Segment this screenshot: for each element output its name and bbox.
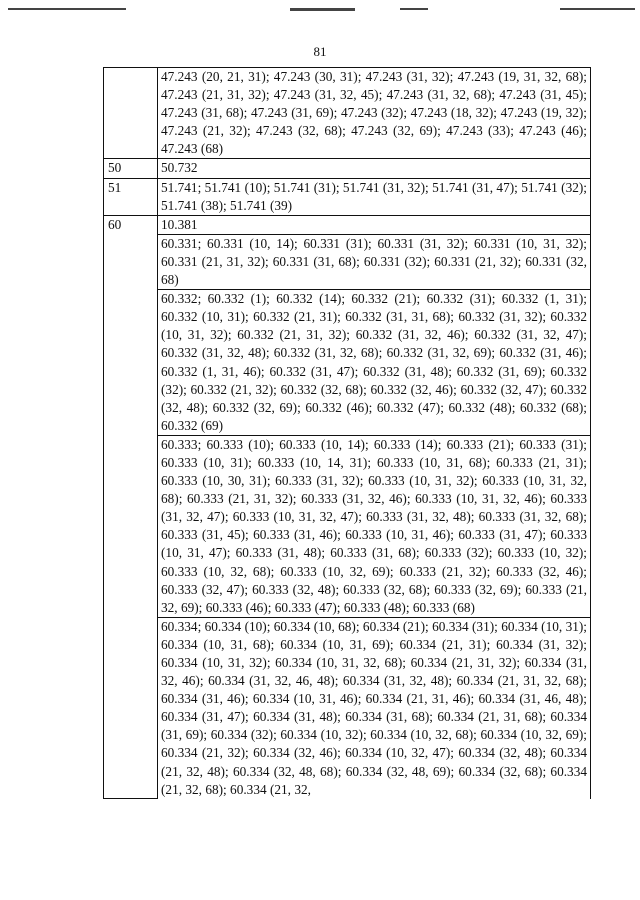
scan-mark-right (560, 8, 635, 10)
table-row (104, 159, 591, 178)
entry-cell: 50.732 (158, 159, 591, 178)
code-cell: 50 (104, 159, 158, 178)
entry-cell: 60.331; 60.331 (10, 14); 60.331 (31); 60.331 (31, 32); 60.331 (10, 31, 32); 60.331 (21, 31, 32); 60.331 (31, 68); 60.331 (32); 60.331 (21, 32); 60.331 (32, 68) (158, 234, 591, 289)
code-table (103, 67, 591, 799)
page-number: 81 (313, 44, 327, 59)
table-row (104, 178, 591, 215)
scan-mark-left (8, 8, 126, 10)
code-cell: 51 (104, 178, 158, 215)
entry-cell: 60.334; 60.334 (10); 60.334 (10, 68); 60.334 (21); 60.334 (31); 60.334 (10, 31); 60.334 (10, 31, 68); 60.334 (10, 31, 69); 60.334 (21, 31); 60.334 (31, 32); 60.334 (10, 31, 32); 60.334 (10, 31, 32, 68); 60.334 (21, 31, 32); 60.334 (31, 32, 46); 60.334 (31, 32, 46, 48); 60.334 (31, 32, 48); 60.334 (21, 31, 32, 68); 60.334 (31, 46); 60.334 (10, 31, 46); 60.334 (21, 31, 46); 60.334 (31, 46, 48); 60.334 (31, 47); 60.334 (31, 48); 60.334 (31, 68); 60.334 (21, 31, 68); 60.334 (31, 69); 60.334 (32); 60.334 (10, 32); 60.334 (10, 32, 68); 60.334 (10, 32, 69); 60.334 (21, 32); 60.334 (32, 46); 60.334 (10, 32, 47); 60.334 (32, 48); 60.334 (21, 32, 48); 60.334 (32, 48, 68); 60.334 (32, 48, 69); 60.334 (32, 68); 60.334 (21, 32, 68); 60.334 (21, 32, (158, 617, 591, 798)
scan-mark-center (290, 8, 355, 11)
entry-cell: 60.333; 60.333 (10); 60.333 (10, 14); 60.333 (14); 60.333 (21); 60.333 (31); 60.333 (10, 31); 60.333 (10, 14, 31); 60.333 (10, 31, 68); 60.333 (21, 31); 60.333 (10, 30, 31); 60.333 (31, 32); 60.333 (10, 31, 32); 60.333 (10, 31, 32, 68); 60.333 (21, 31, 32); 60.333 (31, 32, 46); 60.333 (10, 31, 32, 46); 60.333 (31, 32, 47); 60.333 (10, 31, 32, 47); 60.333 (31, 32, 48); 60.333 (31, 32, 68); 60.333 (31, 45); 60.333 (31, 46); 60.333 (10, 31, 46); 60.333 (31, 47); 60.333 (10, 31, 47); 60.333 (31, 48); 60.333 (31, 68); 60.333 (32); 60.333 (10, 32); 60.333 (10, 32, 68); 60.333 (10, 32, 69); 60.333 (21, 32); 60.333 (32, 46); 60.333 (32, 47); 60.333 (32, 48); 60.333 (32, 68); 60.333 (32, 69); 60.333 (21, 32, 69); 60.333 (46); 60.333 (47); 60.333 (48); 60.333 (68) (158, 435, 591, 617)
table-row (104, 234, 591, 289)
table-row (104, 435, 591, 617)
entry-cell: 47.243 (20, 21, 31); 47.243 (30, 31); 47.243 (31, 32); 47.243 (19, 31, 32, 68); 47.243 (21, 31, 32); 47.243 (31, 32, 45); 47.243 (31, 32, 68); 47.243 (31, 45); 47.243 (31, 68); 47.243 (31, 69); 47.243 (32); 47.243 (18, 32); 47.243 (19, 32); 47.243 (21, 32); 47.243 (32, 68); 47.243 (32, 69); 47.243 (33); 47.243 (46); 47.243 (68) (158, 68, 591, 159)
code-cell (104, 68, 158, 159)
scan-mark-center-small (400, 8, 428, 10)
table-row (104, 68, 591, 159)
table-row (104, 617, 591, 798)
entry-cell: 10.381 (158, 215, 591, 234)
entry-cell: 60.332; 60.332 (1); 60.332 (14); 60.332 (21); 60.332 (31); 60.332 (1, 31); 60.332 (10, 31); 60.332 (21, 31); 60.332 (31, 31, 68); 60.332 (31, 32); 60.332 (10, 31, 32); 60.332 (21, 31, 32); 60.332 (31, 32, 46); 60.332 (31, 32, 47); 60.332 (31, 32, 48); 60.332 (31, 32, 68); 60.332 (31, 32, 69); 60.332 (31, 46); 60.332 (1, 31, 46); 60.332 (31, 47); 60.332 (31, 48); 60.332 (31, 69); 60.332 (32); 60.332 (21, 32); 60.332 (32, 68); 60.332 (32, 46); 60.332 (32, 47); 60.332 (32, 48); 60.332 (32, 69); 60.332 (46); 60.332 (47); 60.332 (48); 60.332 (68); 60.332 (69) (158, 290, 591, 436)
entry-cell: 51.741; 51.741 (10); 51.741 (31); 51.741 (31, 32); 51.741 (31, 47); 51.741 (32); 51.741 (38); 51.741 (39) (158, 178, 591, 215)
table-row (104, 290, 591, 436)
table-row (104, 215, 591, 234)
code-cell: 60 (104, 215, 158, 799)
